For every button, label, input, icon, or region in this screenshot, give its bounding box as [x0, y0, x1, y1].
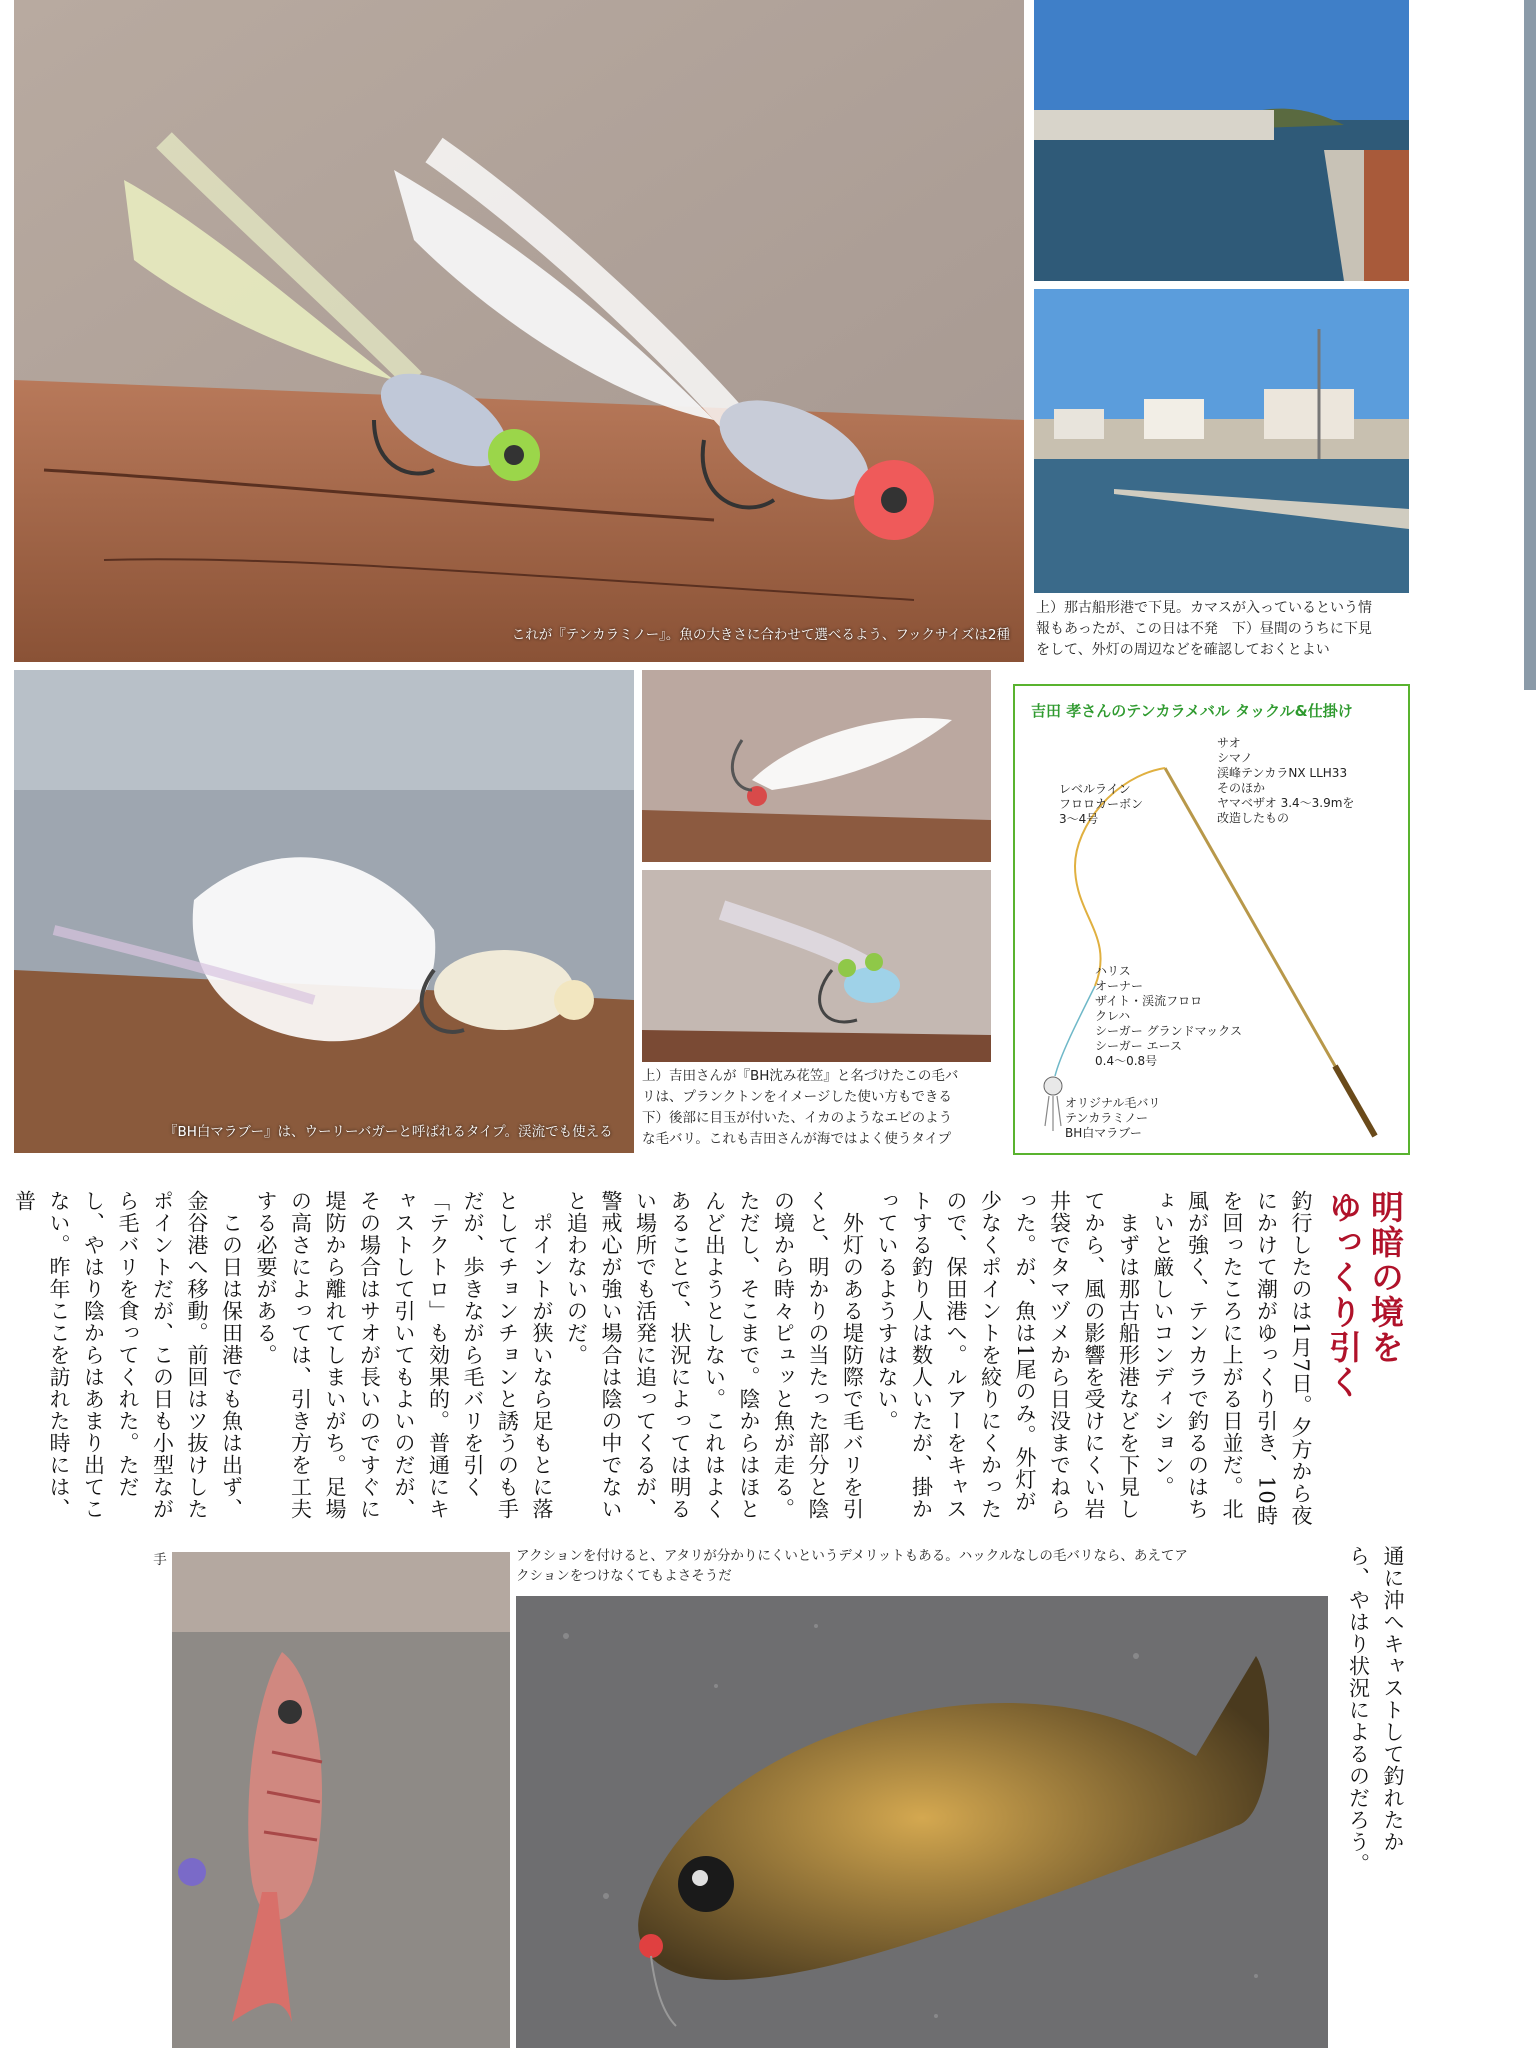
flies-caption: [642, 1066, 1002, 1150]
flies-caption-line: 下）後部に目玉が付いた、イカのようなエビのよう: [642, 1110, 953, 1126]
article-heading: 明暗の境を ゆっくり引く: [1324, 1190, 1405, 1400]
marabou-caption: 『BH白マラブー』は、ウーリーバガーと呼ばれるタイプ。渓流でも使える: [164, 1124, 613, 1140]
next-page-edge: [1524, 0, 1536, 690]
article-body: 釣行したのは1月7日。夕方から夜にかけて潮がゆっくり引き、10時を回ったころに上がる日並だ。北風が強く、テンカラで釣るのはちょいと厳しいコンディション。 まずは那古船形港などを下見してから、風の影響を受けにくい岩井袋でタマヅメから日没までねらった。が、魚は1尾のみ。外灯が少なくポイントを絞りにくかったので、保田港へ。ルアーをキャストする釣り人は数人いたが、掛かっているようすはない。 外灯のある堤防際で毛バリを引くと、明かりの当たった部分と陰の境から時々ピュッと魚が走る。ただし、そこまで。陰からはほとんど出ようとしない。これはよくあることで、状況によっては明るい場所でも活発に追ってくるが、警戒心が強い場合は陰の中でないと追わないのだ。 ポイントが狭いなら足もとに落としてチョンチョンと誘うのも手だが、歩きながら毛バリを引く「テクトロ」も効果的。普通にキャストして引いてもよいのだが、その場合はサオが長いのですぐに堤防から離れてしまいがち。足場の高さによっては、引き方を工夫する必要がある。 この日は保田港でも魚は出ず、金谷港へ移動。前回はツ抜けしたポイントだが、この日も小型ながら毛バリを食ってくれた。ただし、やはり陰からはあまり出てこない。昨年ここを訪れた時には、普: [12, 1190, 1313, 1527]
flies-caption-line: リは、プランクトンをイメージした使い方もできる: [642, 1089, 952, 1105]
rockfish-caption-line: クションをつけなくてもよさそうだ: [516, 1568, 732, 1584]
flies-caption-line: な毛バリ。これも吉田さんが海ではよく使うタイプ: [642, 1131, 952, 1147]
nenbutsudai-caption: 手: [150, 1552, 166, 1566]
tackle-tippet-label: ハリス オーナー ザイト・渓流フロロ クレハ シーガー グランドマックス シーガー エース 0.4〜0.8号: [1095, 964, 1242, 1068]
lure-photo-caption: これが『テンカラミノー』。魚の大きさに合わせて選べるよう、フックサイズは2種: [511, 627, 1010, 643]
tackle-fly-label: オリジナル毛バリ テンカラミノー BH白マラブー: [1065, 1096, 1161, 1140]
rockfish-caption-line: アクションを付けると、アタリが分かりにくいというデメリットもある。ハックルなしの毛バリなら、あえてア: [516, 1548, 1188, 1564]
harbor-caption-line: をして、外灯の周辺などを確認しておくとよい: [1036, 642, 1330, 658]
fly-photo-upper: [642, 670, 991, 862]
tackle-diagram: [1013, 684, 1410, 1155]
fly-photo-lower: [642, 870, 991, 1062]
tackle-line-label: レベルライン フロロカーボン 3〜4号: [1059, 782, 1144, 826]
tackle-title: 吉田 孝さんのテンカラメバル タックル&仕掛け: [1031, 702, 1353, 720]
rockfish-photo: [516, 1596, 1328, 2048]
harbor-photo-upper: [1034, 0, 1409, 281]
article-continuation: 通に沖へキャストして釣れたから、やはり状況によるのだろう。: [1346, 1545, 1405, 1875]
harbor-caption-line: 上）那古船形港で下見。カマスが入っているという情: [1036, 600, 1372, 616]
nenbutsudai-photo: [172, 1552, 510, 2048]
harbor-photo-lower: [1034, 289, 1409, 593]
flies-caption-line: 上）吉田さんが『BH沈み花笠』と名づけたこの毛バ: [642, 1068, 959, 1084]
harbor-caption-line: 報もあったが、この日は不発 下）昼間のうちに下見: [1036, 621, 1372, 637]
harbor-caption: [1036, 598, 1416, 661]
rockfish-caption: [516, 1546, 1346, 1586]
lure-photo: [14, 0, 1024, 662]
marabou-photo: [14, 670, 634, 1153]
tackle-rod-label: サオ シマノ 渓峰テンカラNX LLH33 そのほか ヤマベザオ 3.4〜3.9mを 改造したもの: [1217, 736, 1355, 825]
